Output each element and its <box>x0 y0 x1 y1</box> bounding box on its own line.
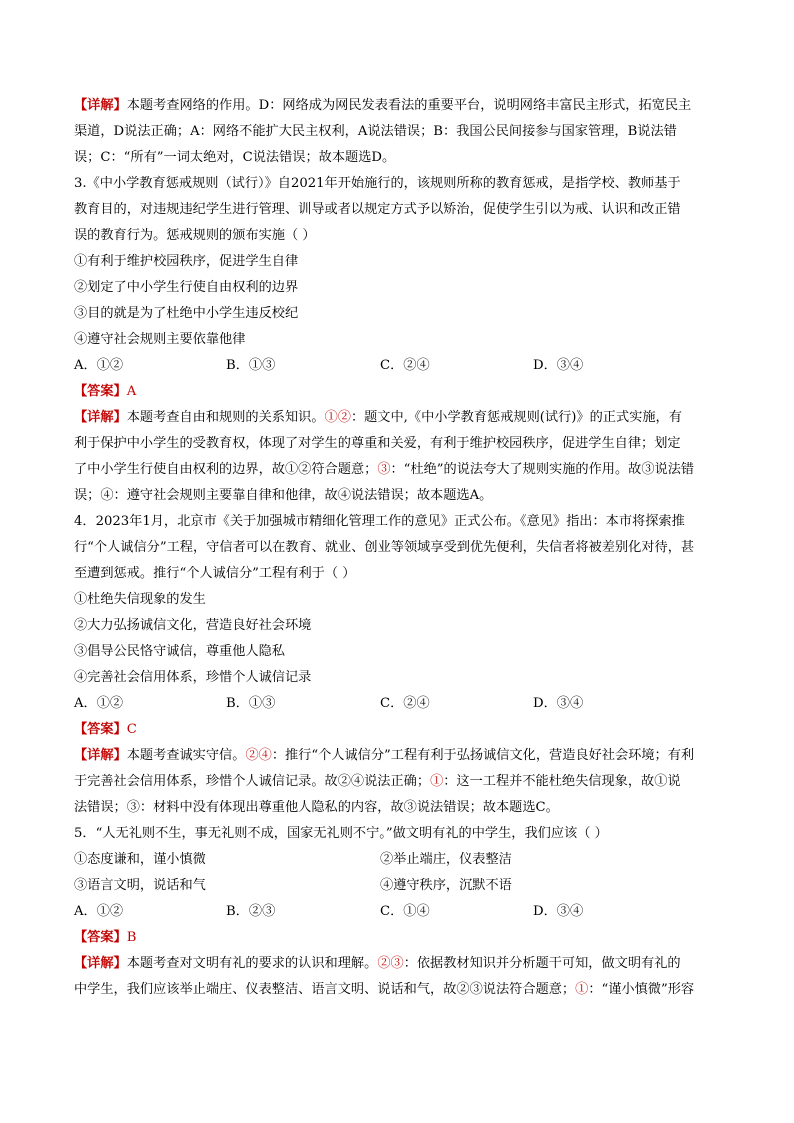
answer-tag: 【答案】 <box>74 930 127 945</box>
option-item: ④遵守秩序，沉默不语 <box>380 878 512 893</box>
option-item: ④完善社会信用体系，珍惜个人诚信记录 <box>74 670 312 685</box>
explain-line: 【详解】本题考查对文明有礼的要求的认识和理解。②③：依据教材知识并分析题干可知，做文明有礼的 <box>74 956 681 971</box>
explain-tag: 【详解】 <box>74 956 127 971</box>
explain-line: 【详解】本题考查网络的作用。D：网络成为网民发表看法的重要平台，说明网络丰富民主形式，拓宽民主 <box>74 98 692 113</box>
question-stem: 3.《中小学教育惩戒规则（试行）》自2021年开始施行的，该规则所称的教育惩戒，是指学校、教师基于 <box>74 176 681 191</box>
explain-line: 【详解】本题考查诚实守信。②④：推行“个人诚信分”工程有利于弘扬诚信文化，营造良好社会环境；有利 <box>74 748 695 763</box>
choice-a: A．①② <box>74 358 124 373</box>
explain-line: 渠道，D说法正确；A：网络不能扩大民主权利，A说法错误；B：我国公民间接参与国家管理，B说法错 <box>74 124 677 139</box>
explain-line: 了中小学生行使自由权利的边界，故①②符合题意；③：“杜绝”的说法夸大了规则实施的作用。故③说法错 <box>74 462 695 477</box>
choice-d: D．③④ <box>533 358 584 373</box>
explain-line: 误；④：遵守社会规则主要靠自律和他律，故④说法错误；故本题选A。 <box>74 488 493 503</box>
choice-b: B．①③ <box>226 358 276 373</box>
option-item: ②大力弘扬诚信文化，营造良好社会环境 <box>74 618 312 633</box>
answer-value: A <box>126 384 137 399</box>
answer-tag: 【答案】 <box>74 384 127 399</box>
question-stem: 行“个人诚信分”工程，守信者可以在教育、就业、创业等领域享受到优先便利，失信者将被差别化对待，甚 <box>74 540 695 555</box>
answer-value: C <box>126 722 137 737</box>
question-stem: 教育目的，对违规违纪学生进行管理、训导或者以规定方式予以矫治，促使学生引以为戒、认识和改正错 <box>74 202 681 217</box>
option-item: ②举止端庄，仪表整洁 <box>380 852 512 867</box>
answer-line <box>74 721 724 739</box>
explain-line: 【详解】本题考查自由和规则的关系知识。①②：题文中,《中小学教育惩戒规则(试行)》的正式实施，有 <box>74 410 682 425</box>
option-item: ③目的就是为了杜绝中小学生违反校纪 <box>74 306 299 321</box>
option-item: ①杜绝失信现象的发生 <box>74 592 206 607</box>
explain-line: 误；C：“所有”一词太绝对，C说法错误；故本题选D。 <box>74 150 396 165</box>
answer-line <box>74 929 724 947</box>
question-stem: 4．2023年1月，北京市《关于加强城市精细化管理工作的意见》正式公布。《意见》指出：本市将探索推 <box>74 514 685 529</box>
option-item: ①有利于维护校园秩序，促进学生自律 <box>74 254 299 269</box>
answer-tag: 【答案】 <box>74 722 127 737</box>
question-stem: 至遭到惩戒。推行“个人诚信分”工程有利于（ ） <box>74 566 356 581</box>
choice-b: B．①③ <box>226 696 276 711</box>
option-item: ③倡导公民恪守诚信，尊重他人隐私 <box>74 644 285 659</box>
answer-value: B <box>126 930 137 945</box>
choice-a: A．①② <box>74 904 124 919</box>
choice-a: A．①② <box>74 696 124 711</box>
explain-line: 于完善社会信用体系，珍惜个人诚信记录。故②④说法正确；①：这一工程并不能杜绝失信现象，故①说 <box>74 774 681 789</box>
choice-d: D．③④ <box>533 696 584 711</box>
explain-line: 中学生，我们应该举止端庄、仪表整洁、语言文明、说话和气，故②③说法符合题意；①：“谨小慎微”形容 <box>74 982 695 997</box>
explain-tag: 【详解】 <box>74 410 127 425</box>
option-item: ④遵守社会规则主要依靠他律 <box>74 332 246 347</box>
option-item: ①态度谦和，谨小慎微 <box>74 852 206 867</box>
explain-line: 利于保护中小学生的受教育权，体现了对学生的尊重和关爱，有利于维护校园秩序，促进学生自律；划定 <box>74 436 681 451</box>
choice-c: C．①④ <box>380 904 430 919</box>
explain-tag: 【详解】 <box>74 748 127 763</box>
question-stem: 误的教育行为。惩戒规则的颁布实施（ ） <box>74 228 316 243</box>
option-item: ②划定了中小学生行使自由权利的边界 <box>74 280 299 295</box>
answer-line <box>74 383 724 401</box>
choice-b: B．②③ <box>226 904 276 919</box>
choice-c: C．②④ <box>380 358 430 373</box>
question-stem: 5．“人无礼则不生，事无礼则不成，国家无礼则不宁。”做文明有礼的中学生，我们应该（ ） <box>74 826 608 841</box>
choice-d: D．③④ <box>533 904 584 919</box>
option-item: ③语言文明，说话和气 <box>74 878 206 893</box>
explain-line: 法错误；③：材料中没有体现出尊重他人隐私的内容，故③说法错误；故本题选C。 <box>74 800 559 815</box>
explain-tag: 【详解】 <box>74 98 127 113</box>
choice-c: C．②④ <box>380 696 430 711</box>
